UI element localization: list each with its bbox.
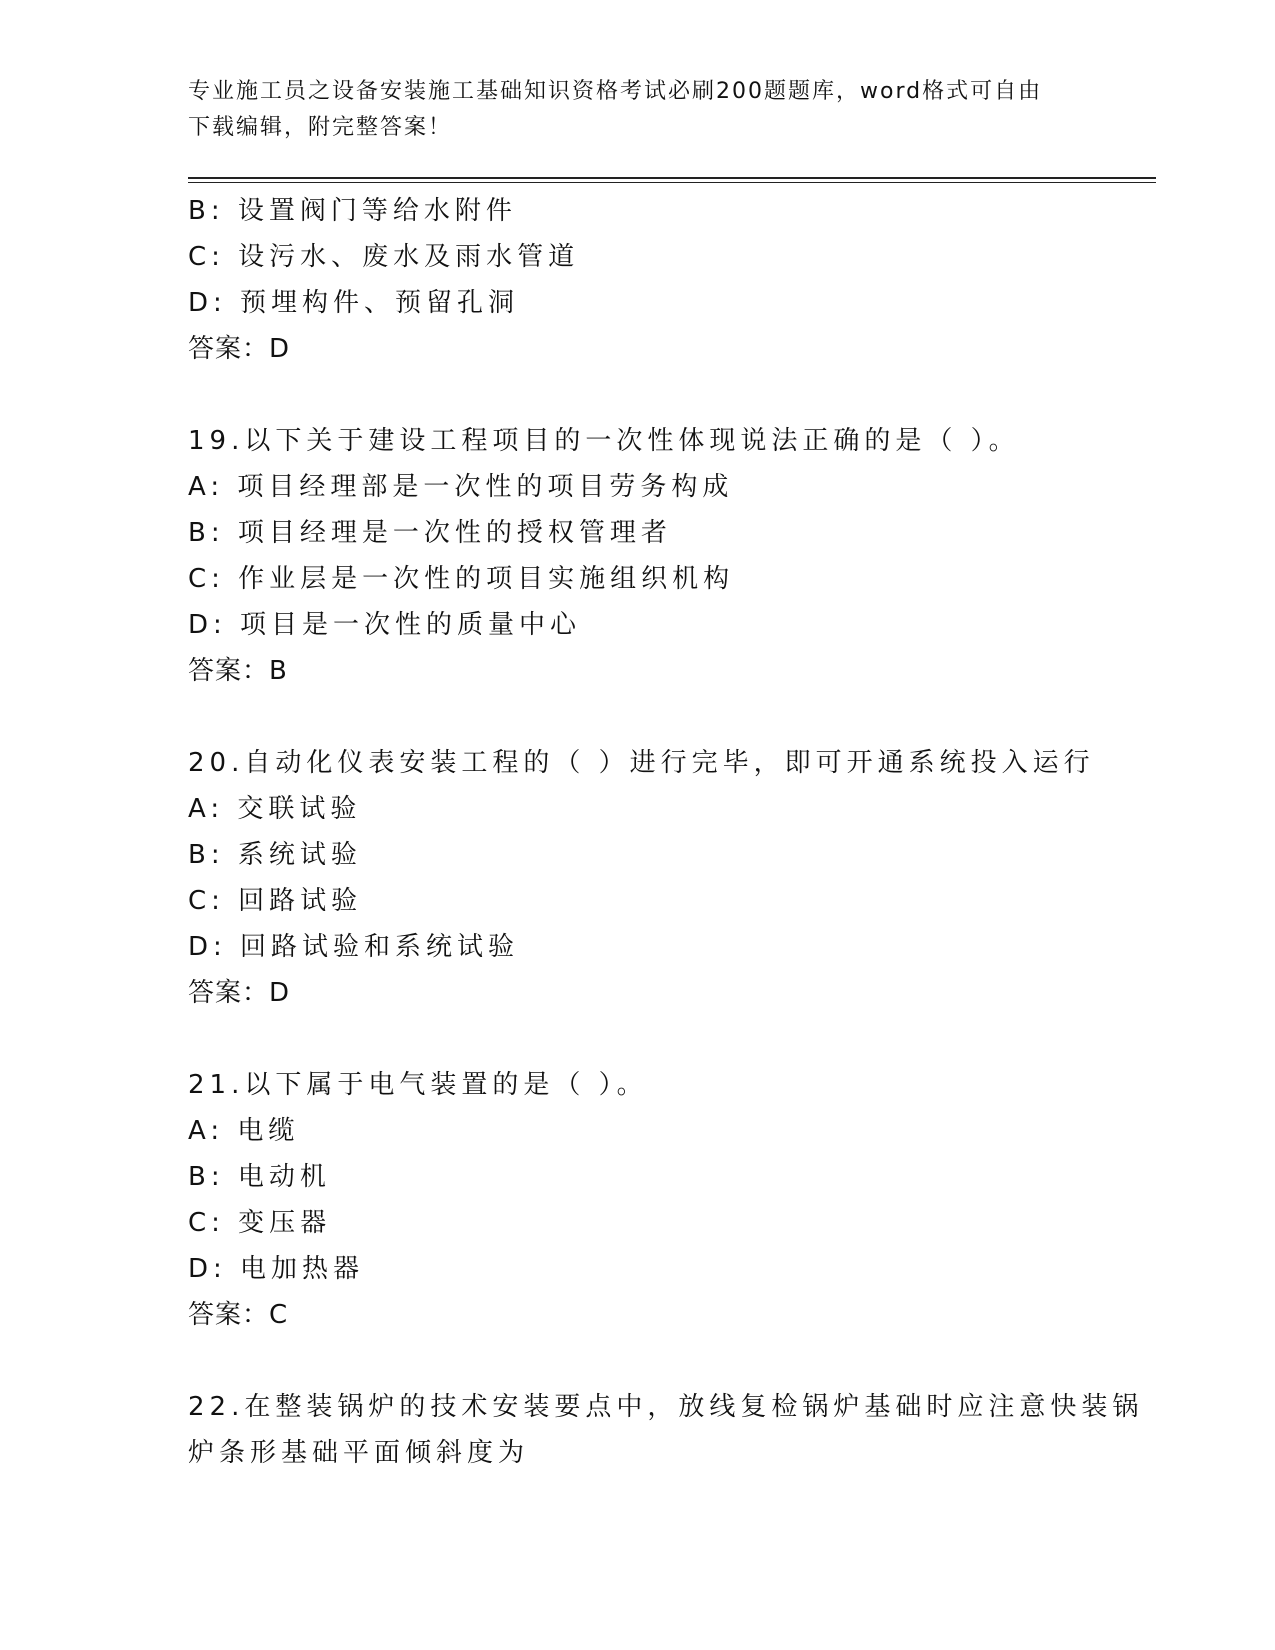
spacer	[188, 372, 1148, 418]
option-c: C: 作业层是一次性的项目实施组织机构	[188, 564, 735, 594]
answer: 答案：D	[188, 978, 291, 1008]
option-d: D: 项目是一次性的质量中心	[188, 610, 582, 640]
option-a: A: 交联试验	[188, 794, 362, 824]
question-stem: 21.以下属于电气装置的是（ ）。	[188, 1070, 648, 1100]
spacer	[188, 694, 1148, 740]
question-stem-line1: 22.在整装锅炉的技术安装要点中，放线复检锅炉基础时应注意快装锅	[188, 1392, 1144, 1422]
option-d: D: 电加热器	[188, 1254, 365, 1284]
answer: 答案：D	[188, 334, 291, 364]
question-stem: 20.自动化仪表安装工程的（ ）进行完毕，即可开通系统投入运行	[188, 748, 1095, 778]
option-c: C: 变压器	[188, 1208, 332, 1238]
option-d: D: 预埋构件、预留孔洞	[188, 288, 520, 318]
question-stem: 19.以下关于建设工程项目的一次性体现说法正确的是（ ）。	[188, 426, 1020, 456]
question-22	[188, 1384, 1148, 1476]
header-title-line1: 专业施工员之设备安装施工基础知识资格考试必刷200题题库，word格式可自由	[188, 79, 1043, 104]
option-c: C: 设污水、废水及雨水管道	[188, 242, 580, 272]
question-18	[188, 188, 1148, 372]
question-20	[188, 740, 1148, 1016]
question-stem-line2: 炉条形基础平面倾斜度为	[188, 1438, 530, 1468]
option-b: B: 设置阀门等给水附件	[188, 196, 517, 226]
question-list	[188, 188, 1148, 1476]
document-header	[188, 74, 1088, 146]
spacer	[188, 1338, 1148, 1384]
option-d: D: 回路试验和系统试验	[188, 932, 520, 962]
option-a: A: 电缆	[188, 1116, 300, 1146]
option-b: B: 电动机	[188, 1162, 331, 1192]
question-19	[188, 418, 1148, 694]
question-21	[188, 1062, 1148, 1338]
header-divider	[188, 177, 1156, 183]
option-b: B: 系统试验	[188, 840, 362, 870]
spacer	[188, 1016, 1148, 1062]
option-a: A: 项目经理部是一次性的项目劳务构成	[188, 472, 734, 502]
answer: 答案：C	[188, 1300, 289, 1330]
header-title-line2: 下载编辑，附完整答案！	[188, 115, 453, 140]
option-b: B: 项目经理是一次性的授权管理者	[188, 518, 672, 548]
option-c: C: 回路试验	[188, 886, 363, 916]
answer: 答案：B	[188, 656, 288, 686]
